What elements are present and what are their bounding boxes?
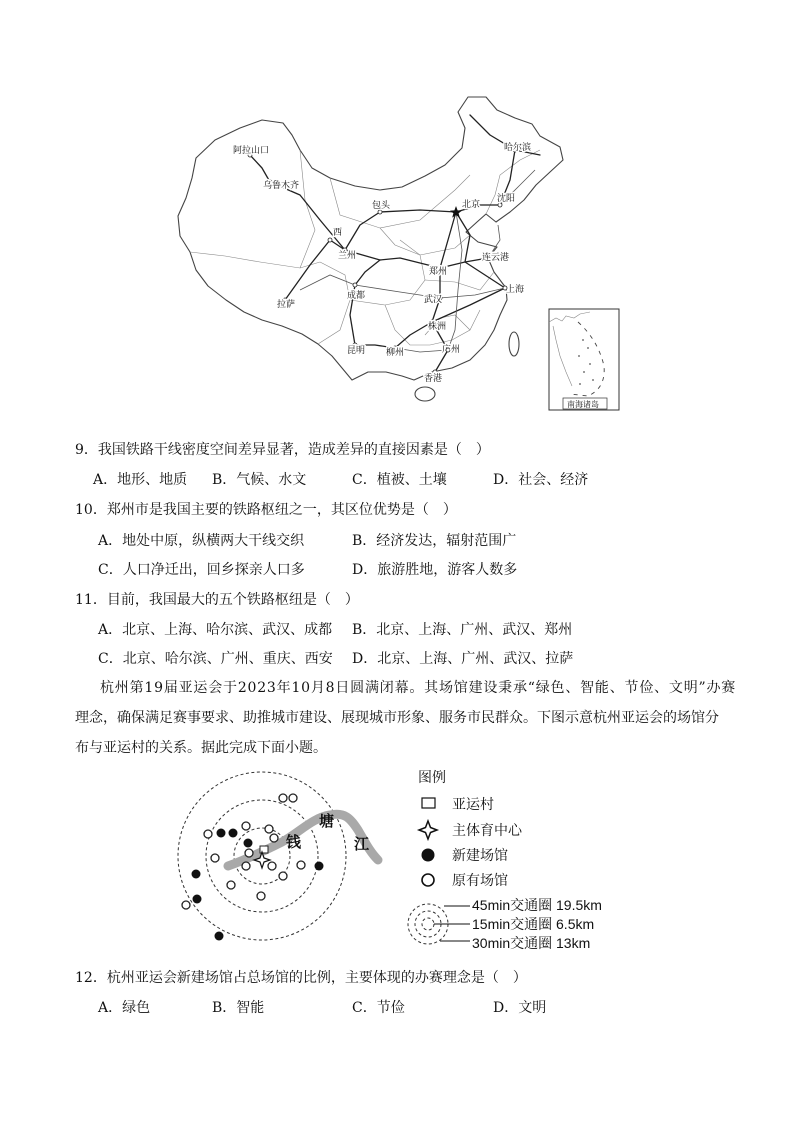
- question-11-option-d: D．北京、上海、广州、武汉、拉萨: [352, 651, 574, 667]
- existing-venue-dot: [227, 881, 235, 889]
- question-10-stem: 10．郑州市是我国主要的铁路枢纽之一，其区位优势是（ ）: [75, 502, 457, 518]
- river-label-3: 江: [354, 836, 370, 853]
- passage-line-2: 理念，确保满足赛事要求、助推城市建设、展现城市形象、服务市民群众。下图示意杭州亚运会的场馆分: [75, 710, 719, 726]
- question-11-option-a: A．北京、上海、哈尔滨、武汉、成都: [98, 622, 333, 638]
- existing-venue-dot: [289, 794, 297, 802]
- existing-venue-dot: [270, 834, 278, 842]
- south-china-sea-inset: [549, 309, 619, 410]
- existing-venue-dot: [268, 862, 276, 870]
- label-shenyang: 沈阳: [497, 194, 516, 204]
- existing-venue-dot: [297, 861, 305, 869]
- label-hongkong: 香港: [424, 374, 443, 384]
- label-zhuzhou: 株洲: [428, 322, 447, 332]
- label-shanghai: 上海: [506, 285, 525, 295]
- hangzhou-venue-diagram: [170, 760, 620, 955]
- question-11-stem: 11．目前，我国最大的五个铁路枢纽是（ ）: [75, 592, 359, 608]
- new-venue-dot: [244, 839, 253, 848]
- question-9-option-c: C．植被、土壤: [352, 472, 447, 488]
- village-legend-icon: [422, 798, 435, 808]
- passage-line-3: 布与亚运村的关系。据此完成下面小题。: [75, 740, 327, 756]
- label-chengdu: 成都: [347, 291, 366, 301]
- question-9-option-a: A．地形、地质: [93, 472, 188, 488]
- existing-venue-dot: [279, 794, 287, 802]
- existing-venue-dot: [242, 862, 250, 870]
- china-railway-map: [170, 90, 630, 415]
- taiwan-island: [509, 332, 519, 356]
- label-lhasa: 拉萨: [277, 300, 296, 310]
- existing-venue-dot: [182, 901, 190, 909]
- new-venue-dot: [192, 870, 201, 879]
- existing-venue-dot: [279, 872, 287, 880]
- question-11-option-b: B．北京、上海、广州、武汉、郑州: [352, 622, 573, 638]
- city-dot: [328, 238, 332, 242]
- question-12-option-d: D．文明: [493, 1000, 547, 1016]
- new-venue-dot: [193, 895, 202, 904]
- china-outline: [178, 97, 563, 380]
- question-12-option-c: C．节俭: [352, 1000, 405, 1016]
- diagram-legend: [408, 769, 602, 951]
- label-wuhan: 武汉: [424, 295, 443, 305]
- question-12-stem: 12．杭州亚运会新建场馆占总场馆的比例，主要体现的办赛理念是（ ）: [75, 970, 527, 986]
- label-xi: 西: [333, 228, 343, 238]
- legend-ring-45min: 45min交通圈 19.5km: [472, 897, 602, 913]
- question-12-option-b: B．智能: [212, 1000, 265, 1016]
- label-alashankou: 阿拉山口: [233, 146, 270, 156]
- legend-ring-30min: 30min交通圈 13km: [472, 935, 591, 951]
- label-beijing: 北京: [462, 200, 481, 210]
- existing-venue-dot: [257, 892, 265, 900]
- new-venue-dot: [229, 829, 238, 838]
- passage-line-1: 杭州第19届亚运会于2023年10月8日圆满闭幕。其场馆建设秉承“绿色、智能、节俭、文明”办赛: [100, 680, 737, 696]
- existing-venue-dot: [211, 854, 219, 862]
- legend-ring-15min: 15min交通圈 6.5km: [472, 916, 595, 932]
- existing-venue-legend-icon: [422, 874, 434, 886]
- new-venue-legend-icon: [422, 849, 435, 862]
- question-9-stem: 9．我国铁路干线密度空间差异显著，造成差异的直接因素是（ ）: [75, 442, 490, 458]
- label-urumqi: 乌鲁木齐: [263, 181, 300, 191]
- new-venue-dot: [215, 932, 224, 941]
- legend-center: 主体育中心: [452, 822, 522, 838]
- question-10-option-d: D．旅游胜地，游客人数多: [352, 562, 518, 578]
- existing-venue-dot: [265, 825, 273, 833]
- label-zhengzhou: 郑州: [429, 267, 448, 277]
- legend-village: 亚运村: [452, 796, 494, 812]
- river-label-1: 钱: [286, 834, 302, 851]
- existing-venue-dot: [245, 849, 253, 857]
- new-venues: [192, 829, 324, 941]
- star-legend-icon: [419, 821, 437, 839]
- label-liuzhou: 柳州: [386, 348, 405, 358]
- question-10-option-a: A．地处中原，纵横两大干线交织: [98, 533, 305, 549]
- question-9-option-b: B．气候、水文: [212, 472, 307, 488]
- label-lanzhou: 兰州: [338, 251, 357, 261]
- river-label-2: 塘: [319, 813, 335, 830]
- question-12-option-a: A．绿色: [98, 1000, 151, 1016]
- asian-games-village-marker: [260, 846, 268, 853]
- legend-title: 图例: [418, 769, 446, 785]
- hainan-island: [415, 387, 435, 401]
- question-10-option-b: B．经济发达，辐射范围广: [352, 533, 517, 549]
- new-venue-dot: [315, 862, 324, 871]
- legend-new-venue: 新建场馆: [452, 847, 508, 863]
- existing-venue-dot: [242, 822, 250, 830]
- inset-label: 南海诸岛: [567, 400, 599, 409]
- question-10-option-c: C．人口净迁出，回乡探亲人口多: [98, 562, 305, 578]
- existing-venue-dot: [204, 830, 212, 838]
- legend-existing-venue: 原有场馆: [452, 872, 508, 888]
- city-dot: [353, 283, 357, 287]
- existing-venues: [182, 794, 305, 909]
- new-venue-dot: [217, 829, 226, 838]
- label-harbin: 哈尔滨: [504, 143, 532, 153]
- label-lianyungang: 连云港: [482, 253, 510, 263]
- label-baotou: 包头: [372, 201, 391, 211]
- label-kunming: 昆明: [347, 346, 366, 356]
- label-guangzhou: 广州: [442, 345, 461, 355]
- ring-legend-icon: [408, 904, 470, 944]
- question-9-option-d: D．社会、经济: [493, 472, 589, 488]
- question-11-option-c: C．北京、哈尔滨、广州、重庆、西安: [98, 651, 333, 667]
